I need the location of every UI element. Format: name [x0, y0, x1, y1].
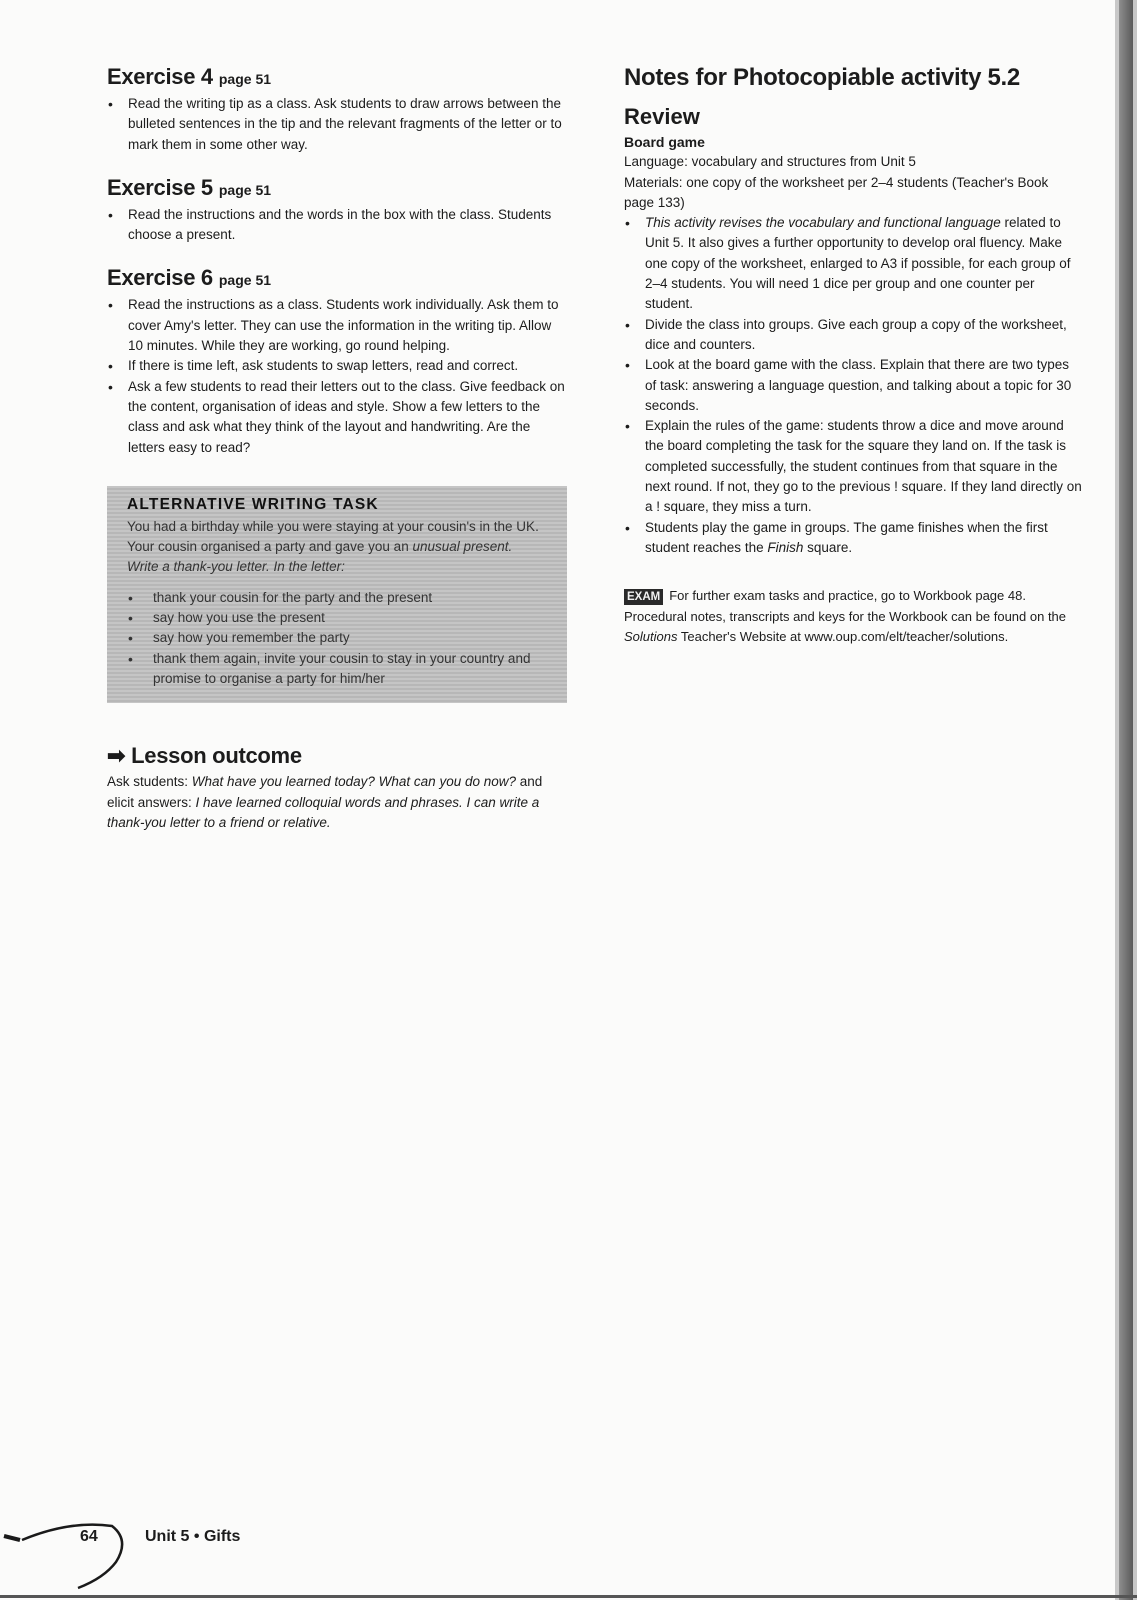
arrow-icon: ➡: [107, 743, 126, 769]
intro-text: You had a birthday while you were staying at your cousin's in the UK. Your cousin organised a party and gave you an: [127, 518, 539, 555]
exam-note-italic: Solutions: [624, 628, 678, 644]
bullet-5-italic: Finish: [767, 539, 804, 555]
exercise-6-title: Exercise 6: [107, 265, 213, 291]
list-item: • Divide the class into groups. Give each group a copy of the worksheet, dice and counters.: [624, 315, 1082, 356]
review-heading: Review: [624, 104, 700, 129]
alternative-writing-task-box: [107, 486, 567, 703]
exercise-4-title: Exercise 4: [107, 64, 213, 89]
alternative-writing-task-list: [127, 588, 547, 689]
exam-badge: EXAM: [624, 589, 663, 605]
exercise-4-page: page 51: [218, 71, 272, 87]
exercise-5-section: [107, 175, 567, 246]
photocopiable-notes-list: [624, 213, 1082, 558]
exercise-5-title: Exercise 5: [107, 174, 213, 200]
alternative-writing-task-intro: [127, 517, 547, 578]
list-item: • Read the writing tip as a class. Ask students to draw arrows between the bulleted sentences in the tip and the relevant fragments of the letter or to mark them in some other way.: [107, 94, 567, 155]
exam-note-text: For further exam tasks and practice, go to Workbook page 48. Procedural notes, transcripts and keys for the Workbook can be found on the: [624, 588, 1067, 624]
list-item: • If there is time left, ask students to swap letters, read and correct.: [107, 356, 567, 376]
page-number: 64: [80, 1528, 98, 1545]
exercise-6-list: [107, 295, 567, 457]
exercise-6-page: page 51: [218, 272, 272, 289]
list-item: • Explain the rules of the game: students throw a dice and move around the board completing the task for the square they land on. If the task is completed successfully, the student continues from that square in the next round. If not, they go to the previous ! square. If they land directly on a ! square, they miss a turn.: [624, 416, 1082, 517]
bullet-5-post: square.: [803, 539, 853, 555]
alternative-writing-task-title: ALTERNATIVE WRITING TASK: [127, 495, 379, 513]
list-item: • thank them again, invite your cousin to stay in your country and promise to organise a party for him/her: [127, 649, 547, 690]
lesson-outcome-title: Lesson outcome: [131, 743, 302, 769]
exercise-5-heading: [107, 175, 567, 201]
list-item: [624, 518, 1082, 559]
list-item: [624, 213, 1082, 314]
list-item: • say how you remember the party: [127, 628, 547, 648]
exercise-4-list: [107, 94, 567, 155]
bullet-1-italic: This activity revises the vocabulary and functional language: [645, 215, 1001, 231]
list-item: • Look at the board game with the class. Explain that there are two types of task: answering a language question, and talking about a topic for 30 seconds.: [624, 355, 1082, 416]
lesson-outcome-section: [107, 743, 567, 833]
lesson-outcome-heading: [107, 743, 567, 769]
outcome-text-2: and elicit answers:: [107, 774, 543, 810]
list-item: • say how you use the present: [127, 608, 547, 628]
exercise-4-section: [107, 64, 567, 155]
exercise-6-heading: [107, 265, 567, 291]
exercise-5-page: page 51: [218, 181, 272, 198]
bullet-1-text: related to Unit 5. It also gives a further opportunity to develop oral fluency. Make one copy of the worksheet, enlarged to A3 if possible, for each group of 2–4 students. You will need 1 dice per group and one counter per student.: [645, 215, 1071, 312]
exercise-4-heading: [107, 64, 567, 90]
unit-title: Unit 5 • Gifts: [145, 1528, 241, 1545]
intro-italic-text: unusual present. Write a thank-you letter. In the letter:: [127, 539, 513, 575]
bullet-5-text: Students play the game in groups. The game finishes when the first student reaches the: [645, 519, 1048, 555]
exam-note-post: Teacher's Website at www.oup.com/elt/teacher/solutions.: [677, 628, 1009, 644]
notes-title: Notes for Photocopiable activity 5.2: [624, 64, 1020, 91]
footer-swoosh-icon: [0, 1500, 140, 1590]
materials-line: Materials: one copy of the worksheet per 2–4 students (Teacher's Book page 133): [624, 174, 1049, 210]
bottom-edge-line: [0, 1595, 1137, 1598]
board-game-heading: Board game: [624, 134, 705, 150]
list-item: • Read the instructions and the words in the box with the class. Students choose a present.: [107, 205, 567, 246]
right-column: [624, 64, 1082, 647]
list-item: • thank your cousin for the party and the present: [127, 588, 547, 608]
exercise-5-list: [107, 205, 567, 246]
outcome-text-1: Ask students:: [107, 774, 192, 790]
language-line: Language: vocabulary and structures from Unit 5: [624, 154, 916, 170]
exercise-6-section: [107, 265, 567, 457]
outcome-italic-1: What have you learned today? What can you do now?: [191, 774, 517, 790]
page-binding-edge: [1119, 0, 1133, 1600]
outcome-italic-2: I have learned colloquial words and phrases. I can write a thank-you letter to a friend or relative.: [107, 794, 540, 830]
page-footer: [0, 1500, 400, 1580]
list-item: • Ask a few students to read their letters out to the class. Give feedback on the content, organisation of ideas and style. Show a few letters to the class and ask what they think of the layout and handwriting. Are the letters easy to read?: [107, 377, 567, 458]
exam-note: [624, 586, 1082, 647]
left-column: [107, 64, 567, 833]
lesson-outcome-text: [107, 772, 567, 833]
list-item: • Read the instructions as a class. Students work individually. Ask them to cover Amy's letter. They can use the information in the writing tip. Allow 10 minutes. While they are working, go round helping.: [107, 295, 567, 356]
